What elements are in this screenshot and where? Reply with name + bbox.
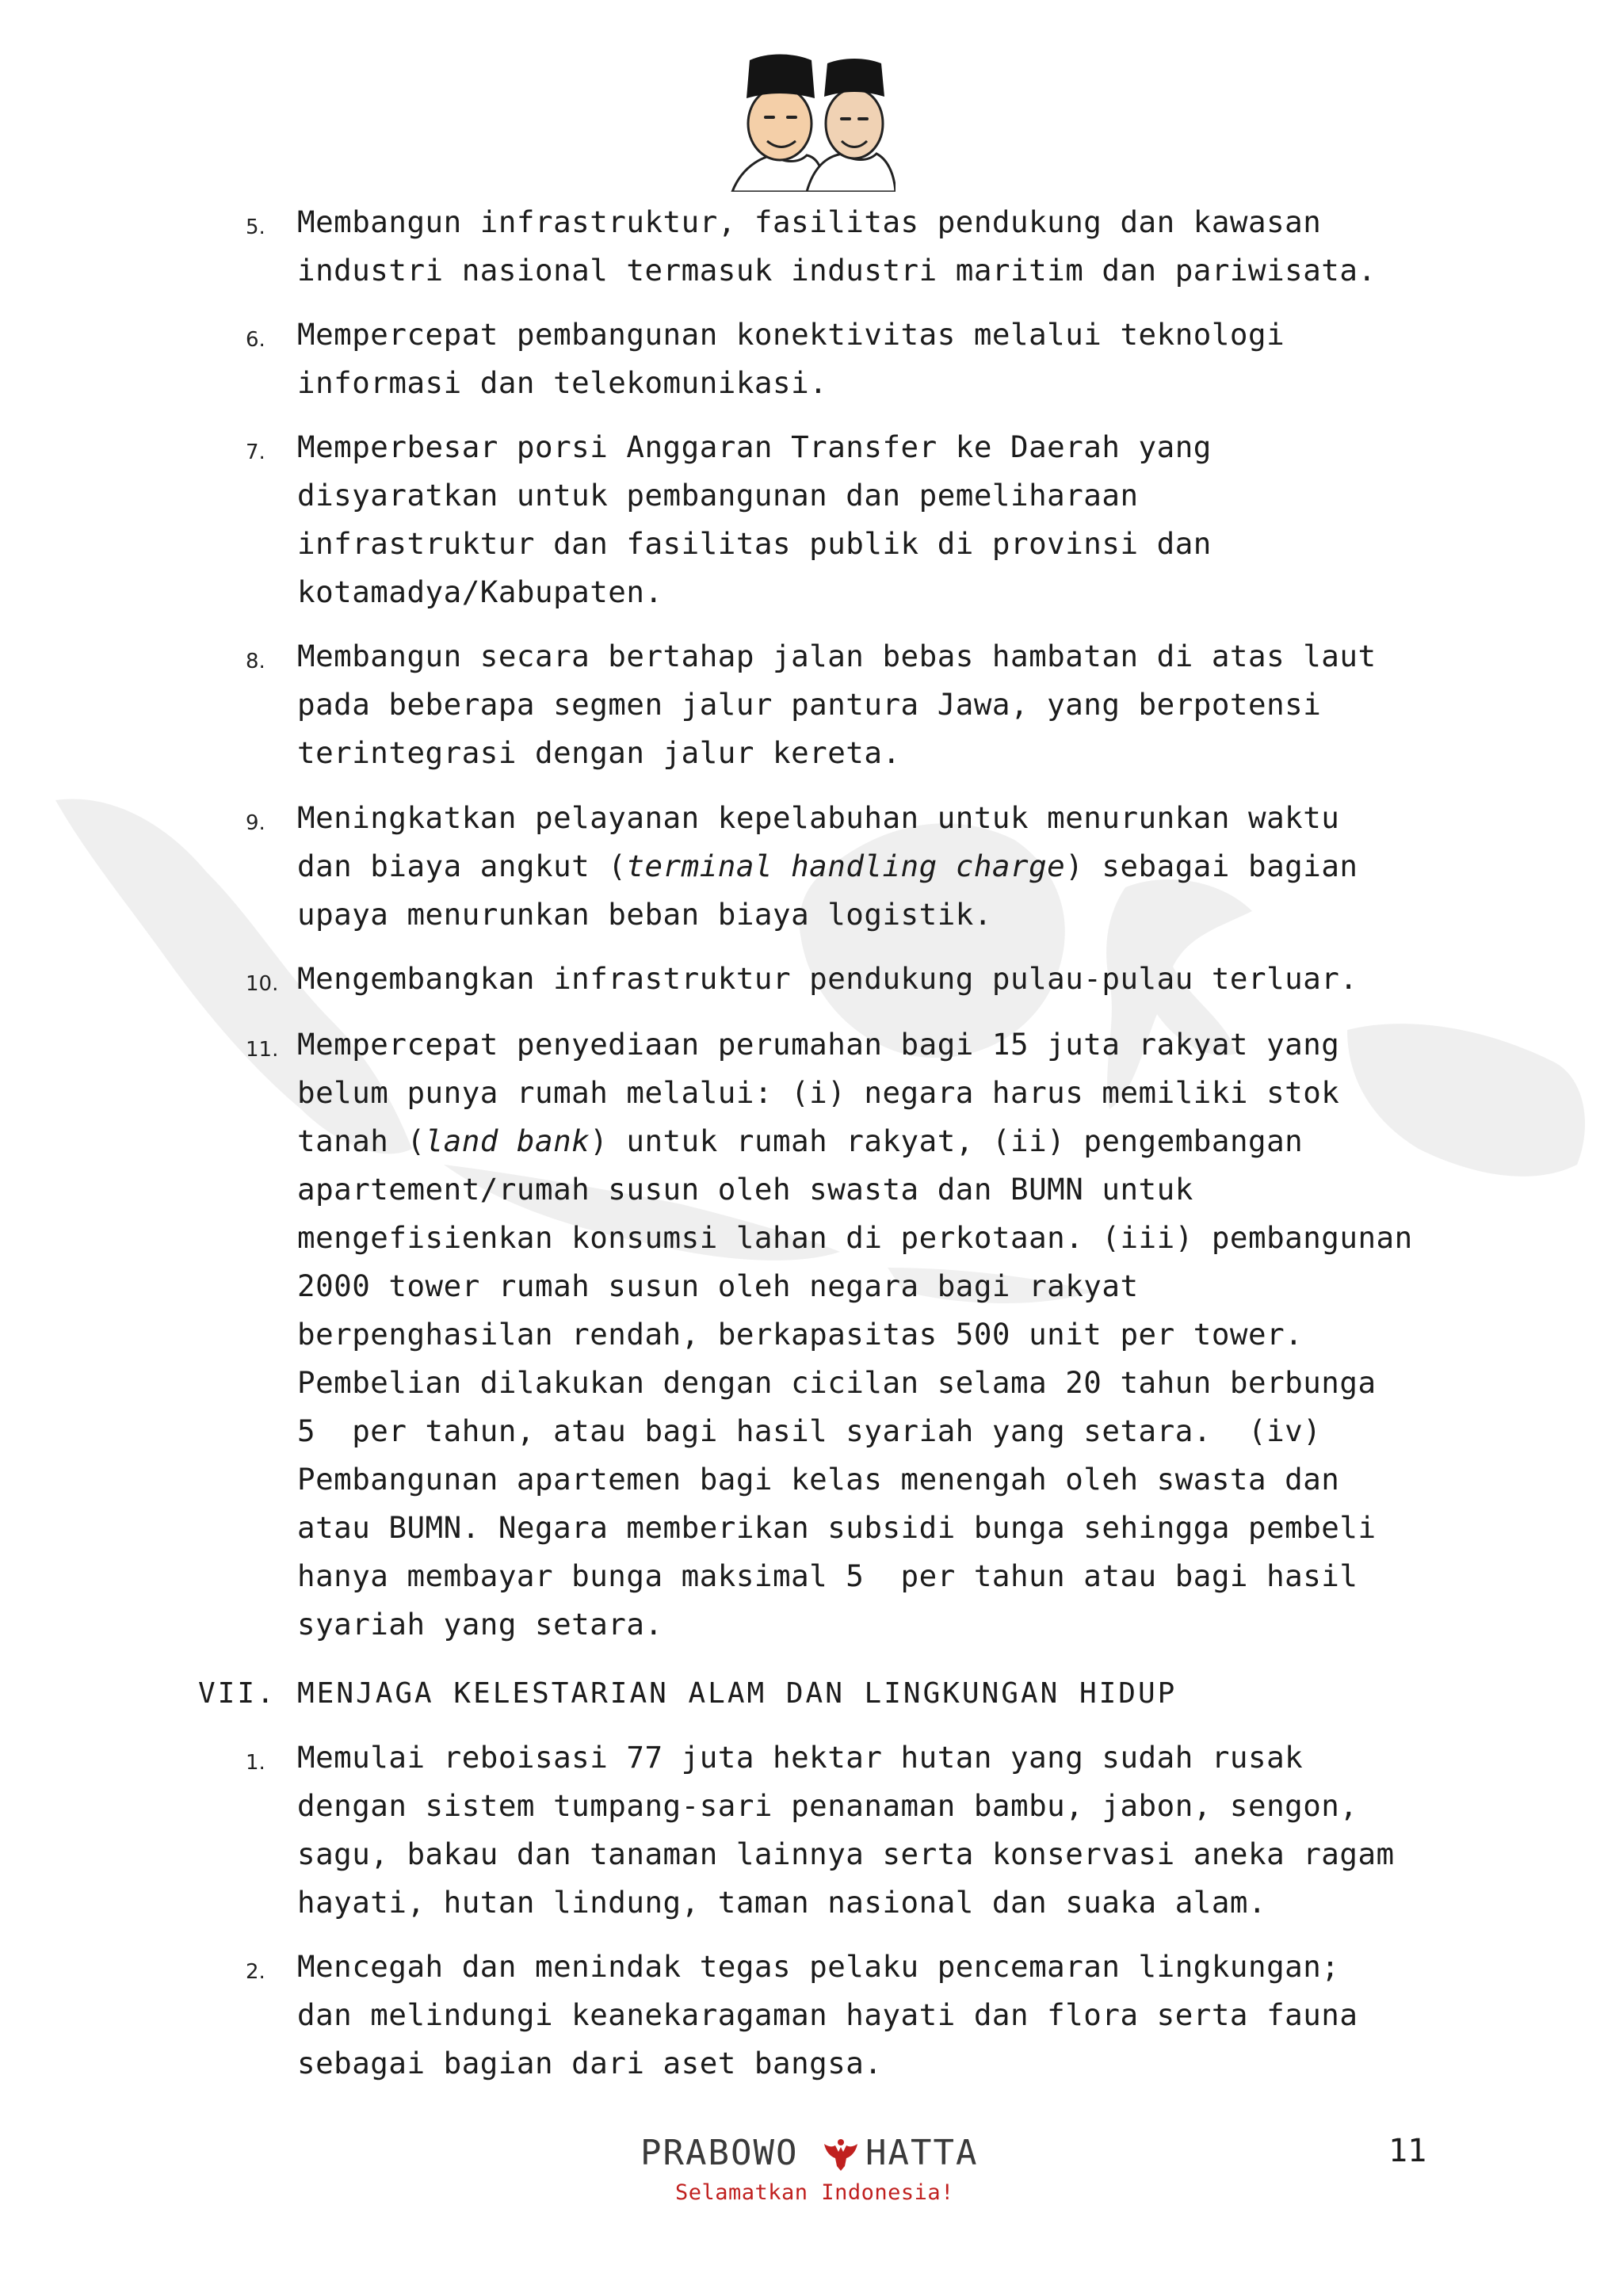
- list-item-line: Memperbesar porsi Anggaran Transfer ke Daerah yang: [297, 429, 1212, 464]
- list-item-line: dengan sistem tumpang-sari penanaman bambu, jabon, sengon,: [297, 1788, 1358, 1823]
- italic-term: land bank: [425, 1123, 590, 1158]
- brand-name-right: HATTA: [865, 2133, 979, 2173]
- list-item-number: 11.: [246, 1038, 279, 1062]
- right-figure-peci-cap: [824, 59, 884, 97]
- list-item-number: 7.: [246, 441, 265, 464]
- list-item-line: kotamadya/Kabupaten.: [297, 574, 663, 609]
- list-item-line: Meningkatkan pelayanan kepelabuhan untuk menurunkan waktu: [297, 800, 1340, 835]
- list-item-line: Membangun infrastruktur, fasilitas pendukung dan kawasan: [297, 204, 1322, 239]
- list-item-number: 2.: [246, 1960, 265, 1984]
- section-number: VII.: [198, 1677, 277, 1710]
- list-item-number: 8.: [246, 650, 265, 673]
- text-run: dan biaya angkut (: [297, 849, 627, 883]
- left-figure-face: [748, 87, 812, 160]
- list-item-line: hanya membayar bunga maksimal 5 per tahun atau bagi hasil: [297, 1558, 1358, 1593]
- list-item-line: mengefisienkan konsumsi lahan di perkotaan. (iii) pembangunan: [297, 1220, 1413, 1255]
- list-item-line: Mempercepat penyediaan perumahan bagi 15 juta rakyat yang: [297, 1027, 1340, 1062]
- footer-tagline: Selamatkan Indonesia!: [675, 2180, 954, 2205]
- text-run: tanah (: [297, 1123, 426, 1158]
- list-item-line: informasi dan telekomunikasi.: [297, 365, 828, 400]
- garuda-wings: [824, 2144, 857, 2171]
- list-item-line: Mempercepat pembangunan konektivitas melalui teknologi: [297, 317, 1285, 352]
- list-item-line: dan melindungi keanekaragaman hayati dan flora serta fauna: [297, 1997, 1358, 2032]
- list-item-line: sagu, bakau dan tanaman lainnya serta konservasi aneka ragam: [297, 1836, 1395, 1871]
- garuda-head: [838, 2139, 844, 2145]
- brand-name-left: PRABOWO: [640, 2133, 799, 2173]
- list-item-line: [297, 849, 1358, 883]
- header-portrait-illustration: [727, 44, 896, 192]
- list-item-line: upaya menurunkan beban biaya logistik.: [297, 897, 992, 932]
- list-item-line: Mencegah dan menindak tegas pelaku pencemaran lingkungan;: [297, 1949, 1340, 1984]
- list-item-number: 6.: [246, 328, 265, 352]
- list-item-line: disyaratkan untuk pembangunan dan pemeliharaan: [297, 478, 1139, 513]
- list-item-line: terintegrasi dengan jalur kereta.: [297, 735, 901, 770]
- italic-term: terminal handling charge: [626, 849, 1066, 883]
- list-item-number: 10.: [246, 972, 279, 996]
- page-number: 11: [1388, 2133, 1427, 2169]
- list-item-line: pada beberapa segmen jalur pantura Jawa, yang berpotensi: [297, 687, 1322, 722]
- list-item-line: infrastruktur dan fasilitas publik di provinsi dan: [297, 526, 1212, 561]
- list-item-line: syariah yang setara.: [297, 1607, 663, 1642]
- garuda-emblem-icon: [823, 2136, 859, 2172]
- left-figure-peci-cap: [747, 55, 815, 99]
- list-item-line: apartement/rumah susun oleh swasta dan BUMN untuk: [297, 1172, 1193, 1207]
- list-item-number: 9.: [246, 811, 265, 835]
- list-item-line: Mengembangkan infrastruktur pendukung pulau-pulau terluar.: [297, 961, 1358, 996]
- map-island-papua: [1347, 1024, 1585, 1177]
- list-item-line: Membangun secara bertahap jalan bebas hambatan di atas laut: [297, 639, 1377, 673]
- list-item-line: industri nasional termasuk industri maritim dan pariwisata.: [297, 253, 1377, 288]
- list-item-line: Pembangunan apartemen bagi kelas menengah oleh swasta dan: [297, 1462, 1340, 1497]
- list-item-line: sebagai bagian dari aset bangsa.: [297, 2046, 883, 2081]
- list-item-number: 5.: [246, 215, 265, 239]
- list-item-line: Memulai reboisasi 77 juta hektar hutan yang sudah rusak: [297, 1740, 1304, 1775]
- list-item-line: 2000 tower rumah susun oleh negara bagi rakyat: [297, 1268, 1139, 1303]
- list-item-line: Pembelian dilakukan dengan cicilan selama 20 tahun berbunga: [297, 1365, 1377, 1400]
- section-title: MENJAGA KELESTARIAN ALAM DAN LINGKUNGAN HIDUP: [297, 1677, 1178, 1710]
- list-item-line: [297, 1123, 1303, 1158]
- text-run: ) sebagai bagian: [1065, 849, 1358, 883]
- list-item-line: belum punya rumah melalui: (i) negara harus memiliki stok: [297, 1075, 1340, 1110]
- footer-brand: [618, 2133, 1014, 2220]
- list-item-line: 5 per tahun, atau bagi hasil syariah yang setara. (iv): [297, 1413, 1322, 1448]
- list-item-line: atau BUMN. Negara memberikan subsidi bunga sehingga pembeli: [297, 1510, 1377, 1545]
- list-item-line: hayati, hutan lindung, taman nasional dan suaka alam.: [297, 1885, 1267, 1920]
- list-item-line: berpenghasilan rendah, berkapasitas 500 unit per tower.: [297, 1317, 1304, 1352]
- text-run: ) untuk rumah rakyat, (ii) pengembangan: [590, 1123, 1304, 1158]
- list-item-number: 1.: [246, 1751, 265, 1775]
